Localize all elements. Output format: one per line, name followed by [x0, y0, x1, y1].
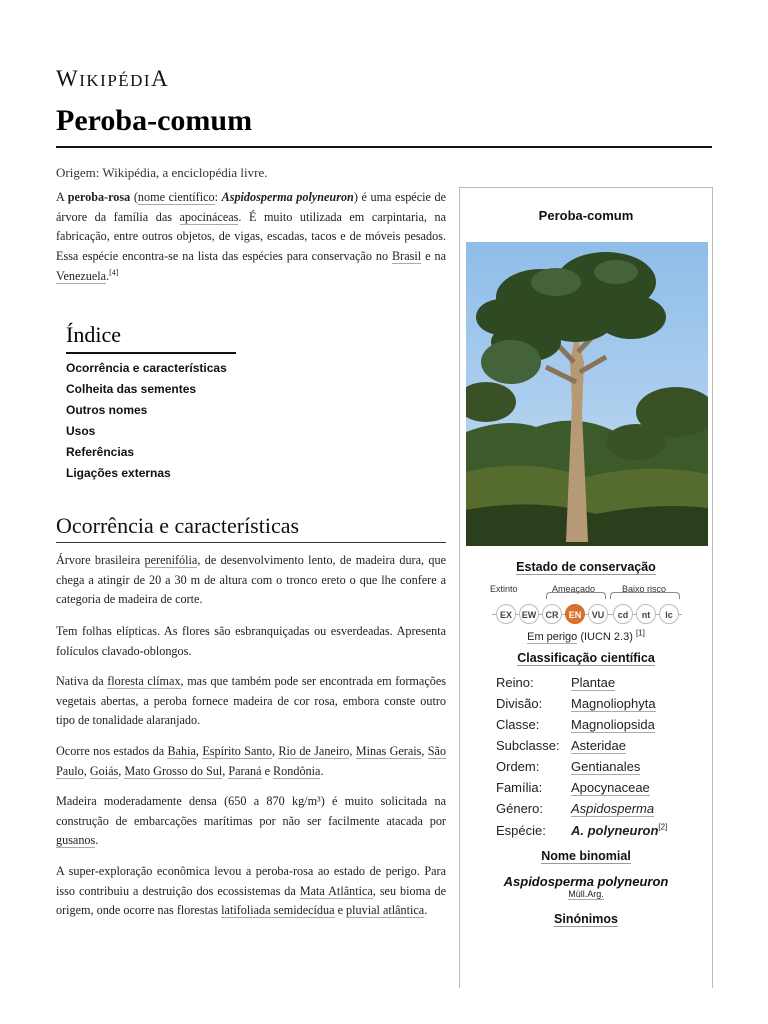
link-nome-cientifico[interactable]: nome científico — [137, 190, 215, 205]
toc-item[interactable]: Referências — [66, 445, 135, 459]
toc-list — [66, 360, 227, 486]
toc-divider — [66, 352, 236, 354]
conservation-scale — [492, 604, 682, 624]
page-title: Peroba-comum — [56, 104, 253, 137]
link-mato-grosso-do-sul[interactable]: Mato Grosso do Sul — [124, 763, 223, 778]
status-en[interactable]: EN — [565, 604, 585, 624]
brace-low-risk — [610, 592, 680, 599]
tree-photo[interactable] — [466, 242, 708, 546]
paragraph: Ocorre nos estados da Bahia, Espírito Santo, Rio de Janeiro, Minas Gerais, São Paulo, Goiás, Mato Grosso do Sul, Paraná e Rondônia. — [56, 744, 447, 778]
link-apocynaceae[interactable]: Apocynaceae — [571, 780, 650, 795]
link-rio-de-janeiro[interactable]: Rio de Janeiro — [278, 744, 350, 759]
ref-2[interactable]: [2] — [658, 822, 668, 832]
link-minas-gerais[interactable]: Minas Gerais — [355, 744, 422, 759]
link-parana[interactable]: Paraná — [228, 763, 262, 778]
link-plantae[interactable]: Plantae — [571, 675, 616, 690]
toc-item[interactable]: Ocorrência e características — [66, 361, 227, 375]
toc-heading: Índice — [66, 322, 121, 347]
paragraph: Nativa da floresta clímax, mas que também pode ser encontrada em formações vegetais abertas, a peroba fornece madeira de cor rosa, embora conste outro tipo de tonalidade alaranjado. — [56, 674, 446, 728]
label-threatened: Ameaçado — [552, 584, 596, 594]
link-bahia[interactable]: Bahia — [167, 744, 196, 759]
link-magnoliophyta[interactable]: Magnoliophyta — [571, 696, 656, 711]
link-perenifolia[interactable]: perenifólia — [144, 553, 198, 568]
link-espirito-santo[interactable]: Espírito Santo — [202, 744, 272, 759]
toc-item[interactable]: Ligações externas — [66, 466, 171, 480]
link-goias[interactable]: Goiás — [89, 763, 119, 778]
intro-paragraph: A peroba-rosa (nome científico: Aspidosperma polyneuron) é uma espécie de árvore da família das apocináceas. É muito utilizada em carpintaria, na fabricação, entre outros objetos, de vigas, escadas, tacos e de móveis pesados. Essa espécie encontra-se na lista das espécies para conservação no Brasil e na Venezuela.[4] — [56, 190, 446, 283]
link-gusanos[interactable]: gusanos — [56, 833, 96, 848]
ref-4[interactable]: [4] — [109, 267, 119, 277]
link-sao-paulo[interactable]: São Paulo — [56, 744, 447, 778]
link-rondonia[interactable]: Rondônia — [273, 763, 321, 778]
infobox: Peroba-comum Estado de conservação Extinto Ameaçado Baixo risco EX EW CR EN VU cd nt lc Em perigo (IUCN 2.3) [1] Classificação científica Reino: Plantae Divisão: Magnoliophyta Classe: Magnoliopsida Subclasse: Asteridae Ordem: Gentianales Família: Apocynaceae Género: Aspidosperma Espécie: A. polyneuron[2] Nome binomial Aspidosperma polyneuron Müll.Arg. Sinónimos — [459, 187, 713, 988]
wikipedia-wordmark[interactable]: WIKIPÉDIA — [56, 66, 170, 91]
ref-1[interactable]: [1] — [635, 628, 645, 638]
link-gentianales[interactable]: Gentianales — [571, 759, 641, 774]
link-pluvial-atlantica[interactable]: pluvial atlântica — [346, 903, 425, 918]
binomial-author[interactable]: Müll.Arg. — [568, 889, 604, 899]
brace-threatened — [546, 592, 606, 599]
conservation-status: Em perigo (IUCN 2.3) [1] — [527, 628, 645, 643]
binomial-heading[interactable]: Nome binomial — [541, 849, 631, 863]
toc-item[interactable]: Outros nomes — [66, 403, 148, 417]
status-ew[interactable]: EW — [519, 604, 539, 624]
status-lc[interactable]: lc — [659, 604, 679, 624]
paragraph: Árvore brasileira perenifólia, de desenvolvimento lento, de madeira dura, que chega a atingir de 20 a 30 m de altura com o tronco ereto o que lhe confere a categoria de madeira de corte. — [56, 553, 447, 607]
status-nt[interactable]: nt — [636, 604, 656, 624]
link-brasil[interactable]: Brasil — [392, 248, 422, 263]
paragraph: Madeira moderadamente densa (650 a 870 kg/m³) é muito solicitada na construção de embarcações marítimas por não ser facilmente atacada por gusanos. — [56, 794, 446, 848]
label-low-risk: Baixo risco — [622, 584, 667, 594]
label-extinct: Extinto — [490, 584, 518, 594]
conservation-heading[interactable]: Estado de conservação — [516, 560, 656, 574]
link-apocinaceas[interactable]: apocináceas — [179, 209, 239, 224]
origin-note: Origem: Wikipédia, a enciclopédia livre. — [56, 165, 268, 180]
classification-heading[interactable]: Classificação científica — [517, 651, 655, 665]
status-ex[interactable]: EX — [496, 604, 516, 624]
paragraph: A super-exploração econômica levou a peroba-rosa ao estado de perigo. Para isso contribuiu a destruição dos ecossistemas da Mata Atlântica, seu bioma de origem, onde ocorre nas florestas latifoliada semidecídua e pluvial atlântica. — [56, 864, 446, 918]
link-magnoliopsida[interactable]: Magnoliopsida — [571, 717, 655, 732]
link-latifoliada-semidecidua[interactable]: latifoliada semidecídua — [221, 903, 335, 918]
toc-item[interactable]: Colheita das sementes — [66, 382, 197, 396]
status-cd[interactable]: cd — [613, 604, 633, 624]
synonyms-heading[interactable]: Sinónimos — [554, 912, 618, 926]
status-cr[interactable]: CR — [542, 604, 562, 624]
toc-item[interactable]: Usos — [66, 424, 96, 438]
section-heading: Ocorrência e características — [56, 513, 300, 538]
link-em-perigo[interactable]: Em perigo — [527, 631, 578, 643]
link-aspidosperma[interactable]: Aspidosperma — [571, 801, 655, 816]
status-vu[interactable]: VU — [588, 604, 608, 624]
infobox-title: Peroba-comum — [538, 208, 634, 223]
link-venezuela[interactable]: Venezuela — [56, 268, 107, 283]
paragraph: Tem folhas elípticas. As flores são esbranquiçadas ou esverdeadas. Apresenta folículos clavado-oblongos. — [56, 624, 446, 658]
binomial-name: Aspidosperma polyneuron — [503, 874, 669, 889]
link-mata-atlantica[interactable]: Mata Atlântica — [299, 883, 373, 898]
link-asteridae[interactable]: Asteridae — [571, 738, 626, 753]
link-floresta-climax[interactable]: floresta clímax — [107, 674, 181, 689]
title-divider — [56, 146, 712, 148]
section-divider — [56, 542, 446, 543]
tree-illustration — [466, 242, 708, 546]
